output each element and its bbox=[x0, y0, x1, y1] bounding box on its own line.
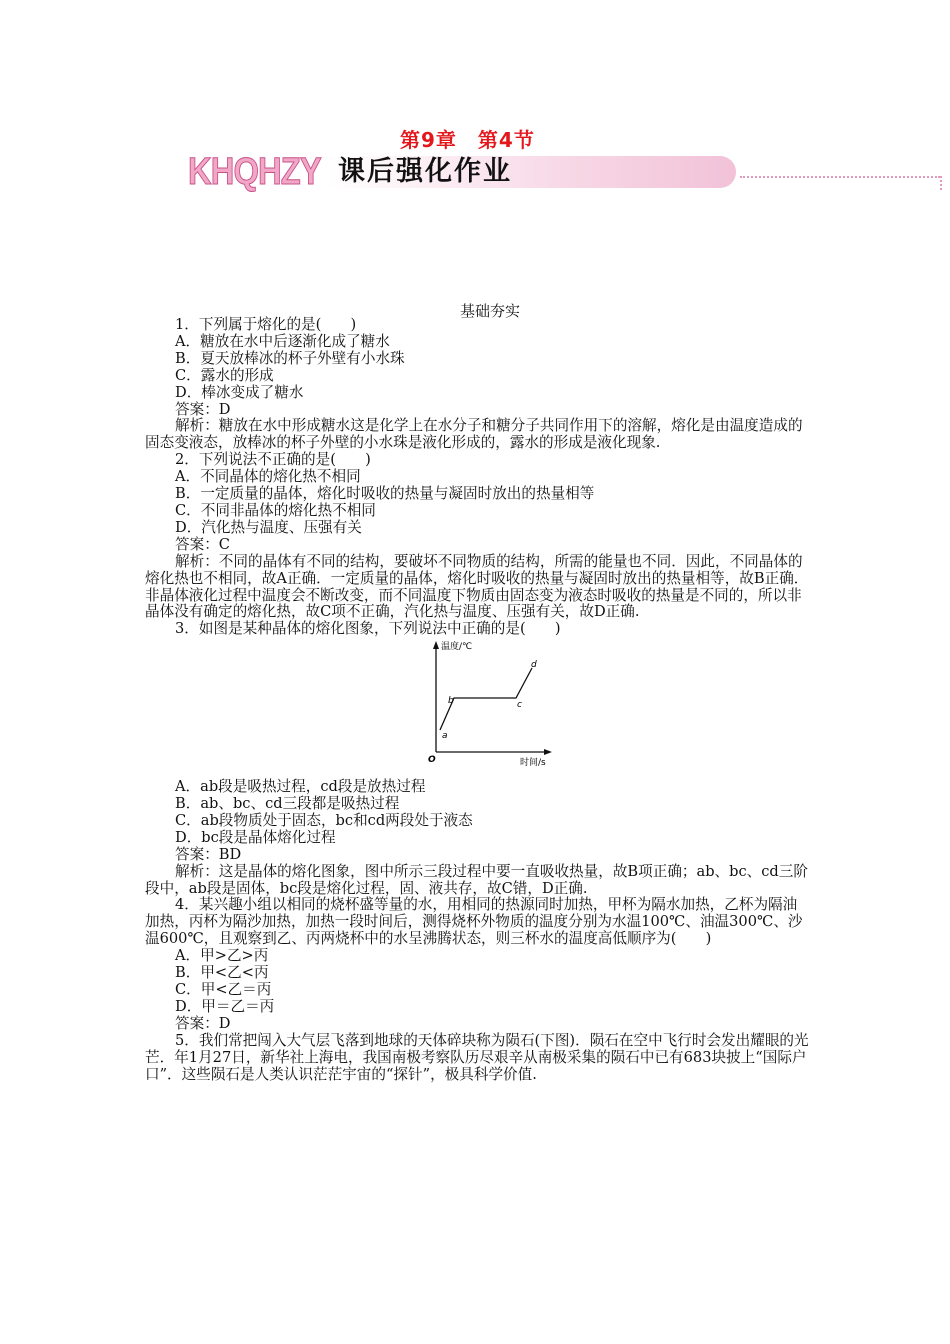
q1-analysis: 解析：糖放在水中形成糖水这是化学上在水分子和糖分子共同作用下的溶解，熔化是由温度造成的固态变液态，放棒冰的杯子外壁的小水珠是液化形成的，露水的形成是液化现象. bbox=[145, 417, 803, 452]
melting-curve bbox=[440, 668, 532, 730]
point-c-label: c bbox=[517, 700, 522, 711]
origin-label: O bbox=[428, 755, 436, 766]
banner-title: 课后强化作业 bbox=[338, 156, 512, 187]
point-b-label: b bbox=[448, 696, 454, 707]
chapter-heading: 第9章 第4节 bbox=[400, 128, 535, 152]
q1-option-c: C．露水的形成 bbox=[175, 366, 274, 384]
x-axis-arrow bbox=[544, 749, 552, 755]
q4-answer: 答案：D bbox=[175, 1014, 231, 1032]
q1-option-b: B．夏天放棒冰的杯子外壁有小水珠 bbox=[175, 349, 405, 367]
q2-option-b: B．一定质量的晶体，熔化时吸收的热量与凝固时放出的热量相等 bbox=[175, 485, 595, 503]
q3-stem: 3．如图是某种晶体的熔化图象，下列说法中正确的是( ) bbox=[175, 620, 561, 638]
q4-stem: 4．某兴趣小组以相同的烧杯盛等量的水，用相同的热源同时加热，甲杯为隔水加热，乙杯为隔油加热，丙杯为隔沙加热，加热一段时间后，测得烧杯外物质的温度分别为水温100℃、油温300℃、沙温600℃，且观察到乙、丙两烧杯中的水呈沸腾状态，则三杯水的温度高低顺序为( ) bbox=[145, 896, 803, 948]
q2-answer: 答案：C bbox=[175, 535, 230, 553]
q3-answer: 答案：BD bbox=[175, 845, 242, 863]
q1-option-a: A．糖放在水中后逐渐化成了糖水 bbox=[175, 332, 390, 350]
q3-option-a: A．ab段是吸热过程，cd段是放热过程 bbox=[175, 778, 426, 796]
q1-option-d: D．棒冰变成了糖水 bbox=[175, 383, 304, 401]
q4-option-a: A．甲>乙>丙 bbox=[175, 947, 269, 965]
banner-brand: KHQHZY bbox=[188, 151, 321, 193]
q4-option-b: B．甲<乙<丙 bbox=[175, 964, 269, 982]
y-axis-arrow bbox=[433, 641, 439, 649]
q1-stem: 1．下列属于熔化的是( ) bbox=[175, 316, 357, 333]
q4-option-c: C．甲<乙＝丙 bbox=[175, 981, 272, 998]
q2-option-d: D．汽化热与温度、压强有关 bbox=[175, 518, 362, 536]
q3-option-b: B．ab、bc、cd三段都是吸热过程 bbox=[175, 795, 400, 813]
q4-option-d: D．甲＝乙＝丙 bbox=[175, 997, 275, 1015]
q2-option-c: C．不同非晶体的熔化热不相同 bbox=[175, 501, 376, 519]
banner-dotted-arrow bbox=[940, 176, 942, 190]
q5-stem: 5．我们常把闯入大气层飞落到地球的天体碎块称为陨石(下图)．陨石在空中飞行时会发出耀眼的光芒．年1月27日，新华社上海电，我国南极考察队历尽艰辛从南极采集的陨石中已有683块披上“国际户口”．这些陨石是人类认识茫茫宇宙的“探针”，极具科学价值. bbox=[145, 1031, 809, 1083]
banner-dotted-line bbox=[740, 176, 940, 178]
q2-analysis: 解析：不同的晶体有不同的结构，要破坏不同物质的结构，所需的能量也不同．因此，不同晶体的熔化热也不相同，故A正确．一定质量的晶体，熔化时吸收的热量与凝固时放出的热量相等，故B正确．非晶体液化过程中温度会不断改变，而不同温度下物质由固态变为液态时吸收的热量是不同的，所以非晶体没有确定的熔化热，故C项不正确，汽化热与温度、压强有关，故D正确. bbox=[145, 552, 809, 621]
q1-answer: 答案：D bbox=[175, 400, 231, 418]
y-axis-label: 温度/℃ bbox=[441, 642, 473, 653]
document-body bbox=[145, 317, 810, 1083]
q3-option-d: D．bc段是晶体熔化过程 bbox=[175, 828, 336, 846]
section-title: 基础夯实 bbox=[460, 302, 521, 320]
point-a-label: a bbox=[442, 731, 448, 742]
homework-banner bbox=[188, 152, 768, 192]
melting-graph-figure bbox=[428, 640, 558, 770]
q3-analysis: 解析：这是晶体的熔化图象，图中所示三段过程中要一直吸收热量，故B项正确；ab、bc、cd三阶段中，ab段是固体，bc段是熔化过程，固、液共存，故C错，D正确. bbox=[145, 862, 808, 897]
x-axis-label: 时间/s bbox=[520, 758, 546, 769]
q2-stem: 2．下列说法不正确的是( ) bbox=[175, 451, 371, 469]
q2-option-a: A．不同晶体的熔化热不相同 bbox=[175, 468, 361, 486]
point-d-label: d bbox=[531, 660, 537, 671]
q3-option-c: C．ab段物质处于固态，bc和cd两段处于液态 bbox=[175, 811, 473, 829]
